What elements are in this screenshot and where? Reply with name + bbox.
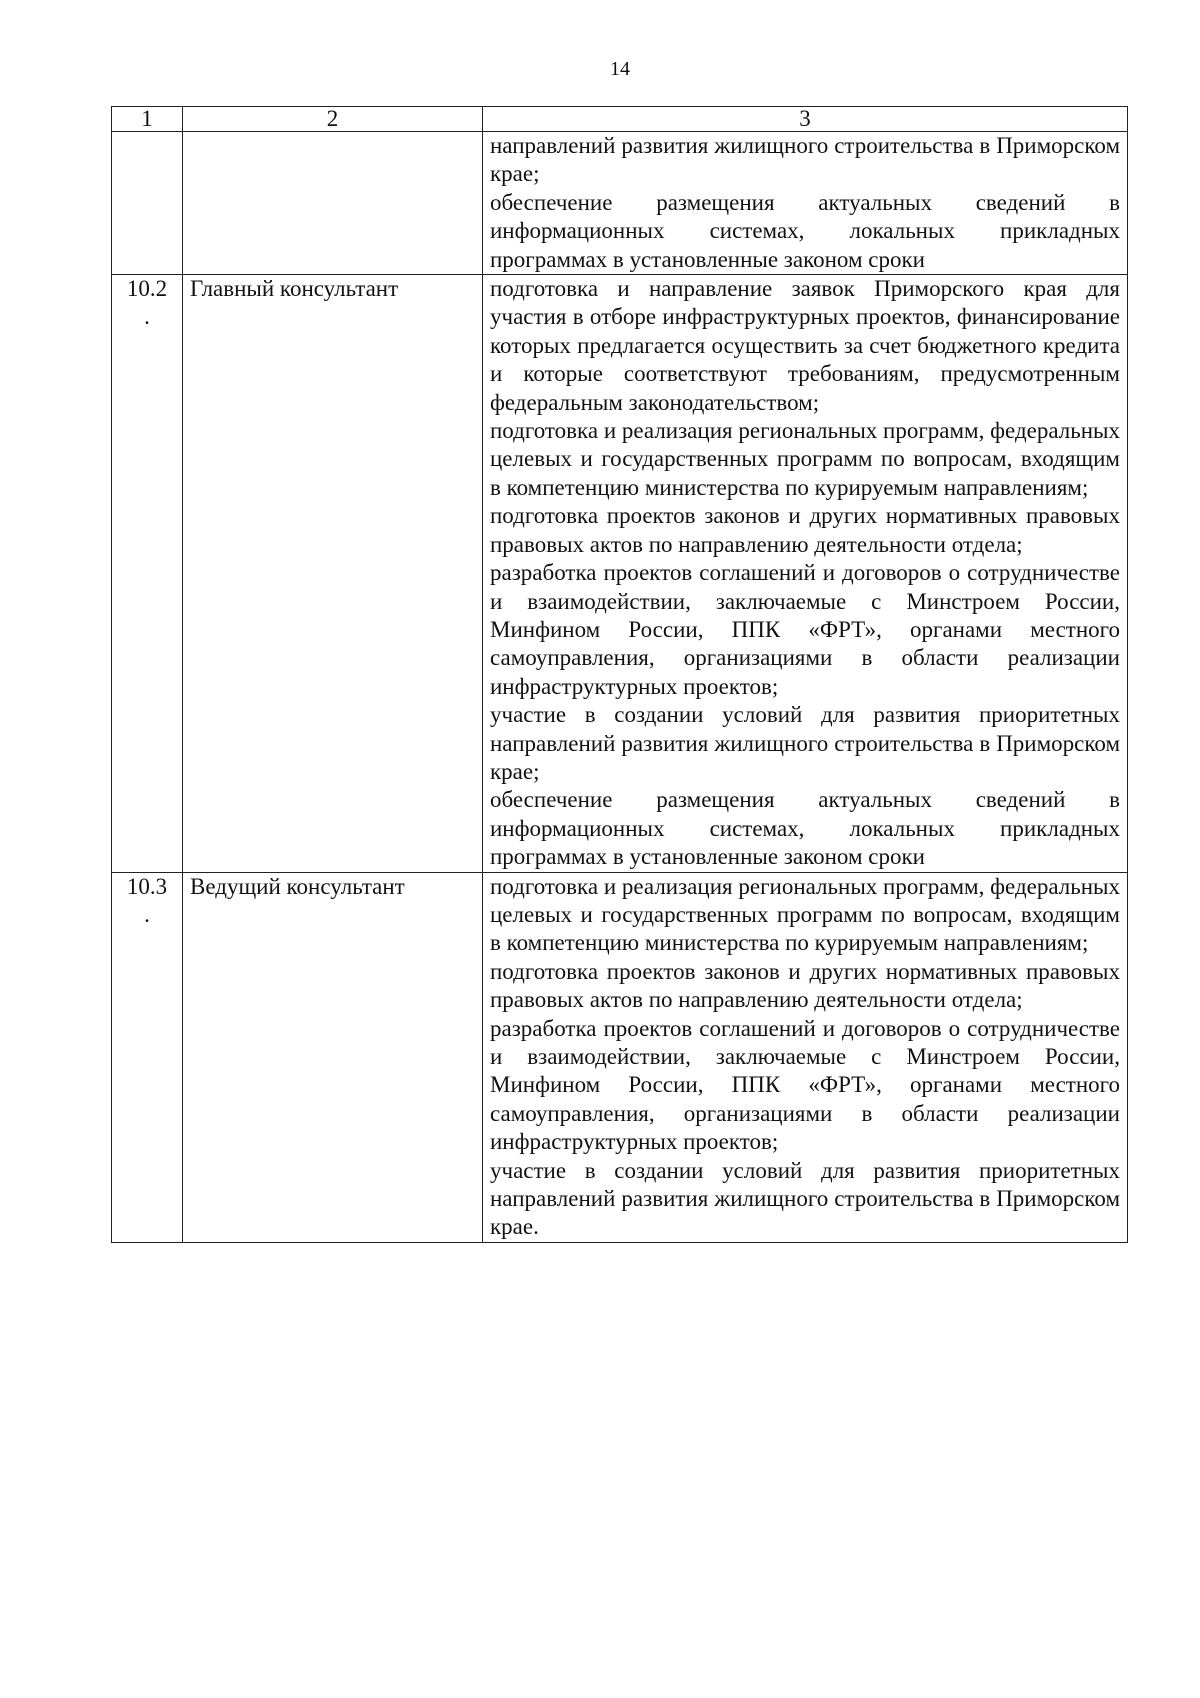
duty-paragraph: участие в создании условий для развития приоритетных направлений развития жилищного строительства в Приморском крае;	[490, 702, 1120, 784]
table-header-row	[112, 107, 1128, 132]
row-number	[112, 275, 183, 873]
table-row	[112, 275, 1128, 873]
duty-paragraph: подготовка проектов законов и других нормативных правовых правовых актов по направлению деятельности отдела;	[490, 958, 1120, 1013]
table-row	[112, 132, 1128, 275]
duty-paragraph: направлений развития жилищного строительства в Приморском крае;	[490, 133, 1120, 187]
row-position	[183, 132, 483, 275]
duty-paragraph: подготовка и реализация региональных программ, федеральных целевых и государственных программ по вопросам, входящим в компетенцию министерства по курируемым направлениям;	[490, 418, 1120, 500]
row-duties	[483, 275, 1128, 873]
duty-paragraph: участие в создании условий для развития приоритетных направлений развития жилищного строительства в Приморском крае.	[490, 1157, 1120, 1240]
duty-paragraph: обеспечение размещения актуальных сведений в информационных системах, локальных прикладных программах в установленные законом сроки	[490, 189, 1120, 272]
header-col-2: 2	[183, 107, 483, 132]
page-number: 14	[610, 58, 630, 80]
table-row	[112, 872, 1128, 1242]
row-duties	[483, 872, 1128, 1242]
header-col-1: 1	[112, 107, 183, 132]
duties-table	[111, 106, 1128, 1243]
duty-paragraph: разработка проектов соглашений и договоров о сотрудничестве и взаимодействии, заключаемые с Минстроем России, Минфином России, ППК «ФРТ», органами местного самоуправления, организациями в области реализации инфраструктурных проектов;	[490, 1015, 1120, 1155]
duty-paragraph: подготовка и реализация региональных программ, федеральных целевых и государственных программ по вопросам, входящим в компетенцию министерства по курируемым направлениям;	[490, 873, 1120, 956]
duty-paragraph: разработка проектов соглашений и договоров о сотрудничестве и взаимодействии, заключаемые с Минстроем России, Минфином России, ППК «ФРТ», органами местного самоуправления, организациями в области реализации инфраструктурных проектов;	[490, 560, 1120, 699]
row-duties	[483, 132, 1128, 275]
row-number	[112, 872, 183, 1242]
row-number-text: 10.3	[126, 873, 168, 899]
row-position: Ведущий консультант	[183, 872, 483, 1242]
row-number-dot: .	[144, 901, 150, 927]
row-number-text: 10.2	[126, 276, 168, 302]
duty-paragraph: подготовка и направление заявок Приморского края для участия в отборе инфраструктурных проектов, финансирование которых предлагается осуществить за счет бюджетного кредита и которые соответствуют требованиям, предусмотренным федеральным законодательством;	[490, 276, 1120, 415]
row-number	[112, 132, 183, 275]
header-col-3: 3	[483, 107, 1128, 132]
row-number-dot: .	[144, 304, 150, 330]
duty-paragraph: обеспечение размещения актуальных сведений в информационных системах, локальных прикладных программах в установленные законом сроки	[490, 787, 1120, 870]
row-position: Главный консультант	[183, 275, 483, 873]
duty-paragraph: подготовка проектов законов и других нормативных правовых правовых актов по направлению деятельности отдела;	[490, 503, 1120, 557]
